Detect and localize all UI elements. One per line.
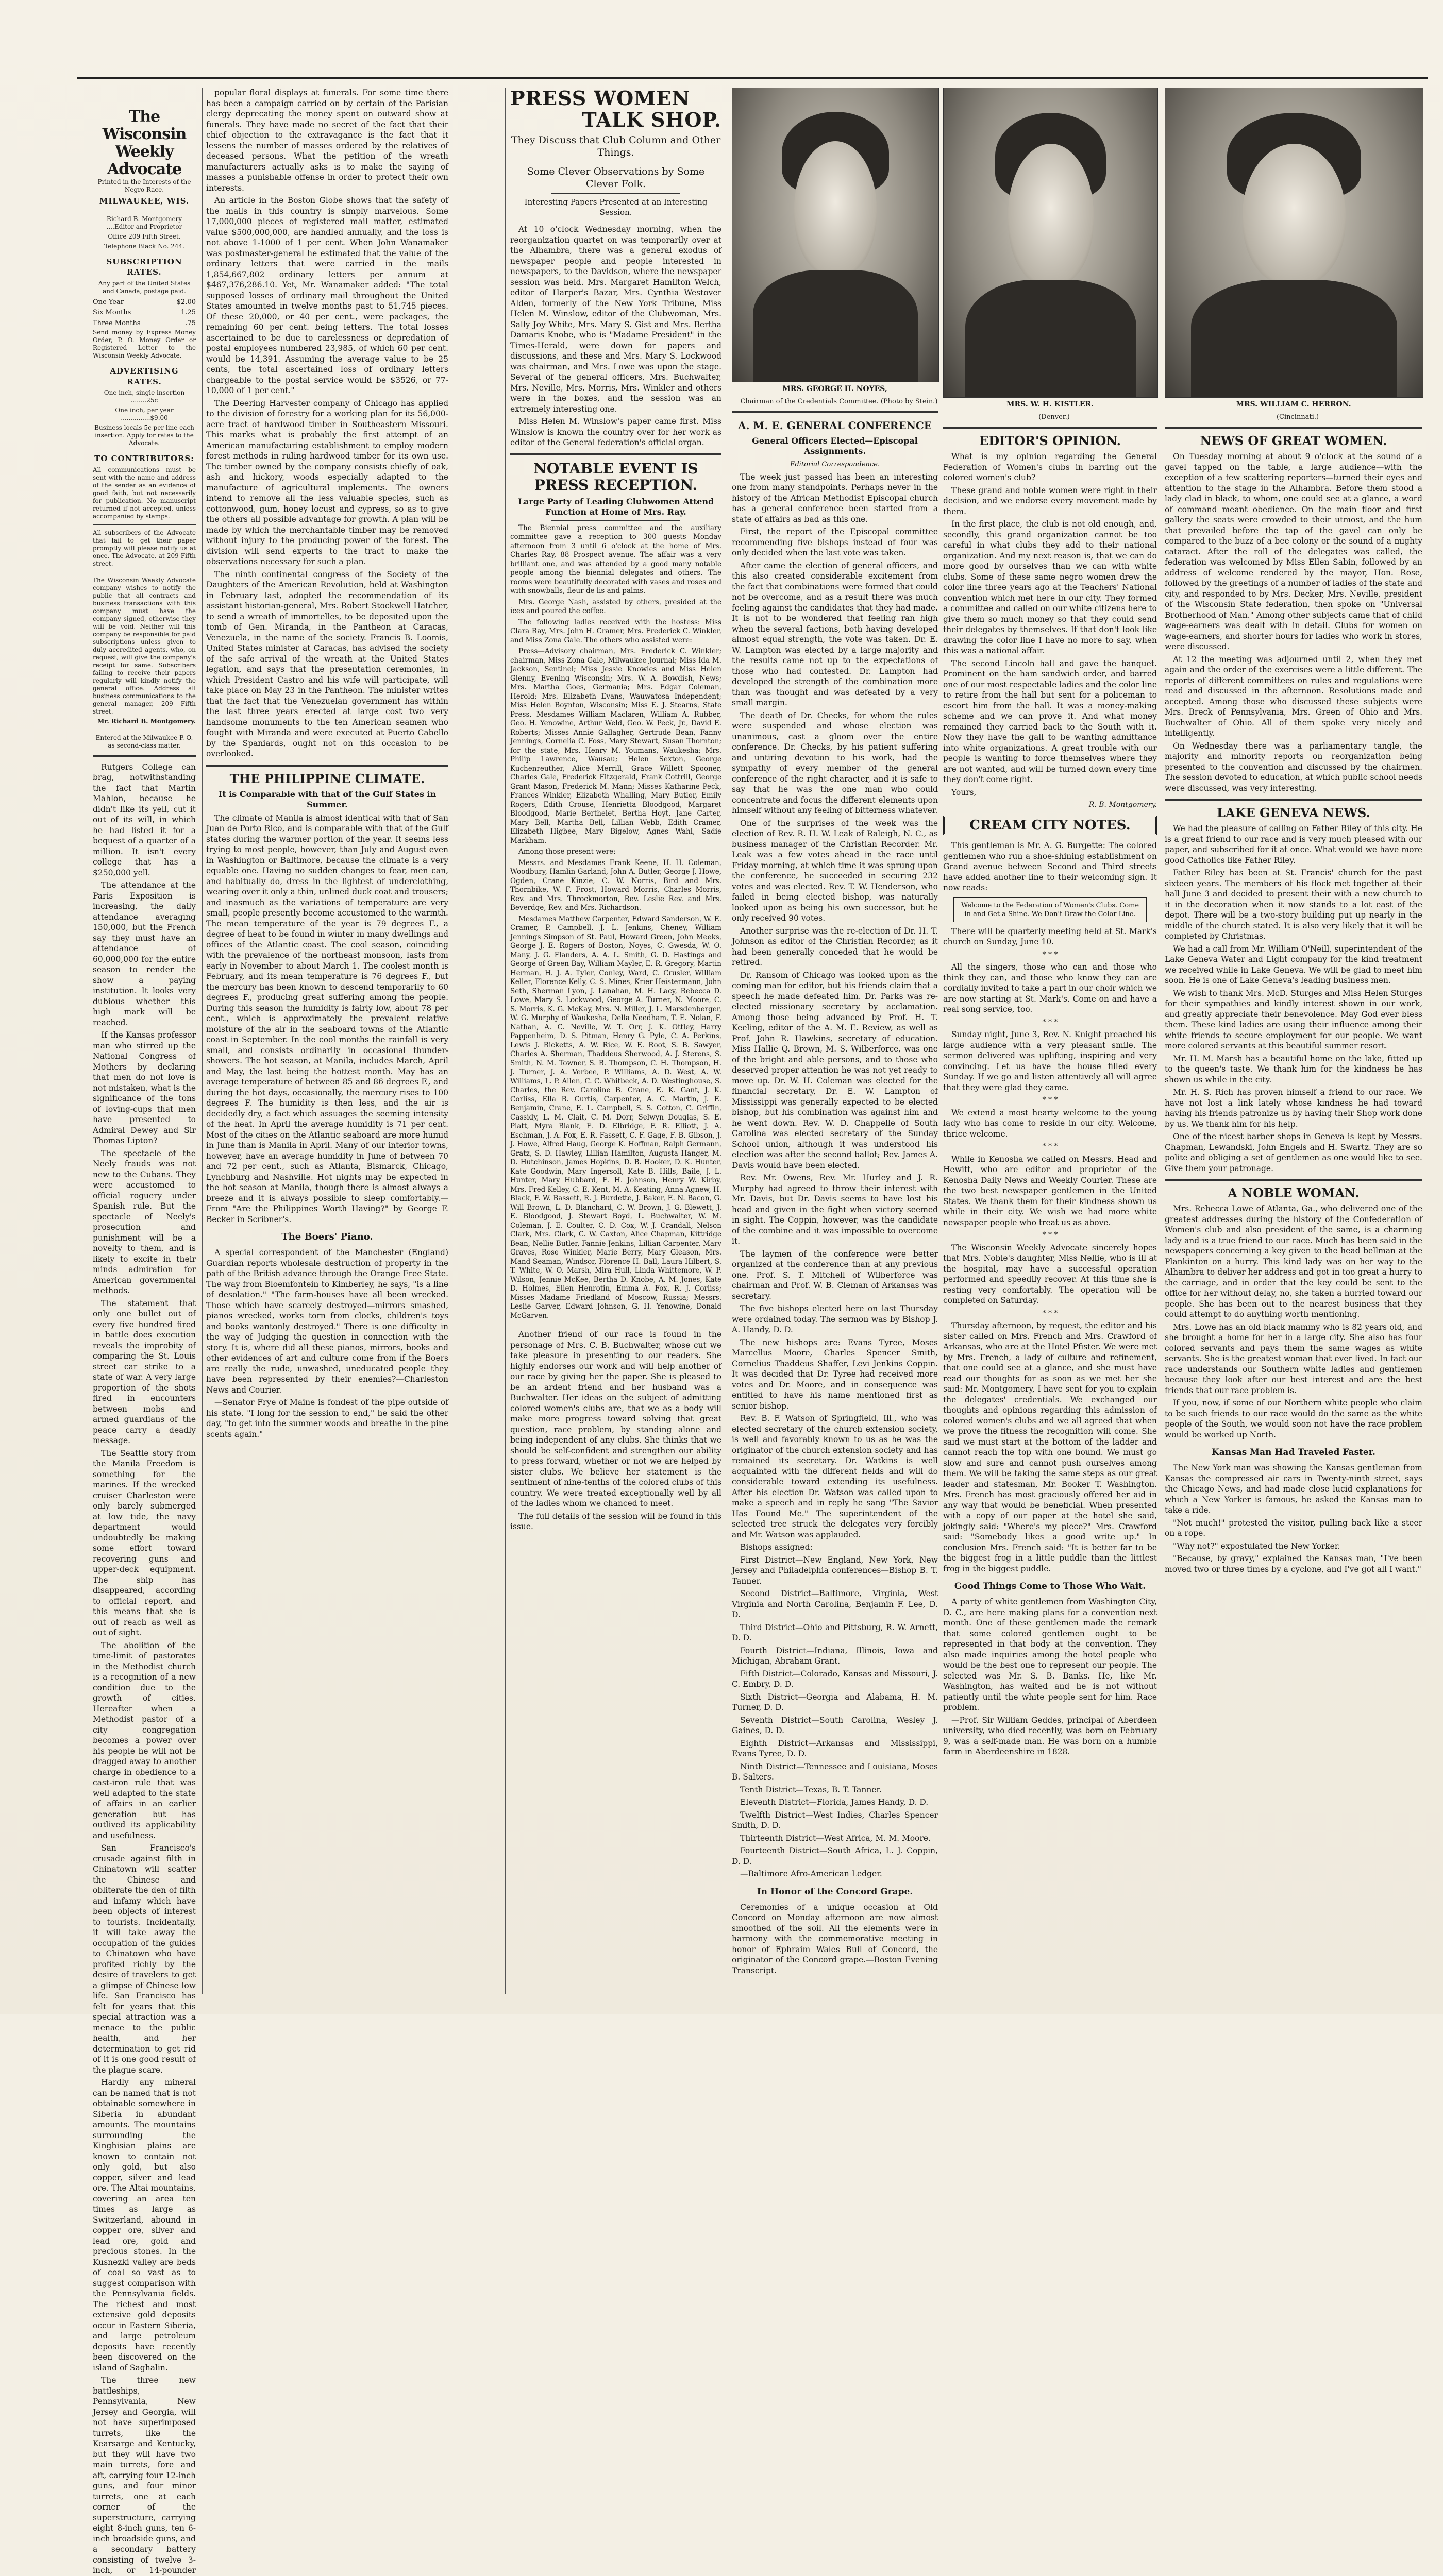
article-paragraph: popular floral displays at funerals. For some time there has been a campaign carried on by certain of the Parisian clergy deprecating the money spent on outward show at funerals. They have made no secret of the fact that their chief objection to the extravagance is the fact that it lessens the number of masses ordered by the relatives of deceased persons. What the petition of the wreath manufacturers actually asks is to make the saying of masses a punishable offense in order to protect their own interests. [206,88,448,193]
divider [1165,1179,1422,1181]
divider [732,411,938,413]
ame-subhead: Editorial Correspondence. [732,460,938,470]
article-paragraph: Fourteenth District—South Africa, L. J. Coppin, D. D. [732,1845,938,1867]
article-paragraph: Thirteenth District—West Africa, M. M. Moore. [732,1833,938,1844]
ame-deck: General Officers Elected—Episcopal Assignments. [732,436,938,456]
article-paragraph: The Deering Harvester company of Chicago has applied to the division of forestry for a working plan for its 56,000-acre tract of hardwood timber in Southeastern Missouri. This marks what is probably the first attempt of an American manufacturing establishment to employ modern forest methods in ruling hardwood timber for its own use. The timber owned by the company consists chiefly of oak, ash and hickory, woods especially adapted to the manufacture of agricultural implements. The owners intend to remove all the less valuable species, such as cottonwood, gum, honey locust and cypress, so as to give the others all possible advantage for growth. A plan will be made by which the merchantable timber may be removed without injury to the producing power of the forest. The division will send experts to the tract to make the observations necessary for such a plan. [206,398,448,567]
article-paragraph: We extend a most hearty welcome to the young lady who has come to reside in our city. Welcome, thrice welcome. [943,1108,1157,1140]
press-reception-deck: Large Party of Leading Clubwomen Attend Function at Home of Mrs. Ray. [510,497,722,517]
article-paragraph: After came the election of general officers, and this also created considerable excitement from the fact that combinations were formed that could not be overcome, and as a result there was much feeling against the candidates that they had made. It is not to be wondered that feeling ran high when the several factions, both having developed almost equal strength, the vote was taken. Dr. E. W. Lampton was elected by a large majority and the results came not up to the expectations of those who had contested. Dr. Lampton had developed the strength of the combination more than was thought and was defeated by a very small margin. [732,561,938,708]
column-rule [505,88,506,1994]
article-paragraph: The death of Dr. Checks, for whom the rules were suspended and whose election was unanimous, cast a gloom over the entire conference. Dr. Checks, by his patient suffering and untiring devotion to his work, had the sympathy of every member of the general conference of the right character, and it is safe to say that he was the one man who could concentrate and focus the different elements upon himself without any feeling of bitterness whatever. [732,710,938,816]
press-text [510,224,722,448]
rate-price: 1.25 [181,308,196,318]
article-paragraph: There will be quarterly meeting held at St. Mark's church on Sunday, June 10. [943,926,1157,947]
article-paragraph: Miss Helen M. Winslow's paper came first. Miss Winslow is known the country over for her work as editor of the General federation's official organ. [510,416,722,448]
article-paragraph: The attendance at the Paris Exposition is increasing, the daily attendance averaging 150,000, but the French say they must have an attendance of 60,000,000 for the entire season to render the show a paying institution. It looks very dubious whether this high mark will be reached. [93,880,196,1028]
welcome-sign: Welcome to the Federation of Women's Clubs. Come in and Get a Shine. We Don't Draw the Color Line. [953,897,1147,922]
column-three [510,88,722,1994]
article-paragraph: The new bishops are: Evans Tyree, Moses Marcellus Moore, Charles Spencer Smith, Cornelius Thaddeus Shaffer, Levi Jenkins Coppin. It was decided that Dr. Tyree had received more votes and Dr. Moore, and in consequence was entitled to have his name mentioned first as senior bishop. [732,1337,938,1412]
article-paragraph: Ninth District—Tennessee and Louisiana, Moses B. Salters. [732,1761,938,1783]
article-paragraph: Rutgers College can brag, notwithstanding the fact that Martin Mahlon, because he didn't like its yell, cut it out of its will, in which he had listed it for a bequest of a quarter of a million. It isn't every college that has a $250,000 yell. [93,762,196,878]
article-paragraph: While in Kenosha we called on Messrs. Head and Hewitt, who are editor and proprietor of the Kenosha Daily News and Weekly Courier. These are the two best newspaper gentlemen in the United States. We thank them for their kindness shown us while in their city. We wish we had more white newspaper people who treat us as above. [943,1154,1157,1228]
editor-line: Richard B. Montgomery ....Editor and Proprietor [93,215,196,231]
column-five [943,88,1157,1994]
article-paragraph: Dr. Ransom of Chicago was looked upon as the coming man for editor, but his friends claim that a speech he made defeated him. Dr. Parks was re-elected missionary secretary by acclamation. Among those being advanced by Prof. H. T. Keeling, editor of the A. M. E. Review, as well as Prof. John R. Hawkins, secretary of education. Miss Hallie Q. Brown, M. S. Wilberforce, was one of the bright and able persons, and to those who deserved proper attention he was not yet ready to move up. Dr. W. H. Coleman was elected for the financial secretary, Dr. E. W. Lampton of Mississippi was generally expected to be elected bishop, but his combination was against him and he went down. Rev. W. D. Chappelle of South Carolina was elected secretary of the Sunday School union, although it was understood his election was after the second ballot; Rev. James A. Davis would have been elected. [732,970,938,1171]
top-rule [77,77,1428,79]
article-paragraph: A party of white gentlemen from Washington City, D. C., are here making plans for a convention next month. One of these gentlemen made the remark that some colored gentlemen ought to be represented in that body at the convention. They also made inquiries among the hotel people who would be the best one to represent our people. The selected was Mr. S. B. Banks. He, like Mr. Washington, has waited and he is not without patiently until the white people sent for him. Race problem. [943,1597,1157,1713]
article-paragraph: The climate of Manila is almost identical with that of San Juan de Porto Rico, and is comparable with that of the Gulf states during the warmer portion of the year. It seems less trying to most people, however, than July and August even in Washington or Baltimore, because the climate is a very equable one. Having no sudden changes to fear, men can, and habitually do, dress in the lightest of underclothing, wearing over it only a thin, unlined duck coat and trousers; and inasmuch as the variations of temperature are very small, people presently become accustomed to the warmth. The mean temperature of the year is 79 degrees F., a degree of heat to be found in winter in many dwellings and offices of the Atlantic coast. The cool season, coinciding with the prevalence of the northeast monsoon, lasts from early in November to about March 1. The coolest month is February, and its mean temperature is 76 degrees F., but the mercury has been known to descend temporarily to 60 degrees F., producing great suffering among the people. During this season the humidity is fairly low, about 78 per cent., which is approximately the prevalent relative moisture of the air in the seaboard towns of the Atlantic coast in September. In the cool months the rainfall is very small, and consists ordinarily in occasional thunder-showers. The hot season, at Manila, includes March, April and May, the last being the hottest month. May has an average temperature of between 85 and 86 degrees F., and during the hot days, occasionally, the mercury rises to 100 degrees F. The humidity is then less, and the air is decidedly dry, a fact which assuages the seeming intensity of the heat. In April the average humidity is 71 per cent. Most of the cities on the Atlantic seaboard are more humid in June than is Manila in April. Many of our interior towns, however, have an average humidity in June of between 70 and 72 per cent., such as Atlanta, Bismarck, Chicago, Lynchburg and Nashville. Hot nights may be expected in the hot season at Manila, though there is almost always a breeze and it is always possible to sleep comfortably.—From "Are the Philippines Worth Having?" by George F. Becker in Scribner's. [206,813,448,1225]
photo-caption: MRS. GEORGE H. NOYES, [732,384,938,394]
article-paragraph: Rev. B. F. Watson of Springfield, Ill., who was elected secretary of the church extension society, is well and favorably known to us as he was the originator of the church extension society and has remained its secretary. Dr. Watkins is well acquainted with the different fields and will do considerable toward extending its usefulness. After his election Dr. Watson was called upon to make a speech and in reply he sang "The Savior Has Found Me." The superintendent of the selected tree struck the delegates very forcibly and Mr. Watson was applauded. [732,1413,938,1540]
article-paragraph: Sixth District—Georgia and Alabama, H. M. Turner, D. D. [732,1692,938,1713]
portrait-photo [943,88,1158,398]
climate-text [206,813,448,1225]
news-great-women-headline: NEWS OF GREAT WOMEN. [1165,434,1422,448]
article-paragraph: We had the pleasure of calling on Father Riley of this city. He is a great friend to our race and is very much pleased with our paper, and subscribed for it at once. What would we have more good Catholics like Father Riley. [1165,823,1422,866]
article-paragraph: Ceremonies of a unique occasion at Old Concord on Monday afternoon are now almost smoothed of the soil. All the elements were in harmony with the commemorative meeting in honor of Ephraim Wales Bull of Concord, the originator of the Concord grape.—Boston Evening Transcript. [732,1902,938,1976]
separator-stars: * * * [943,950,1157,960]
article-paragraph: First, the report of the Episcopal committee recommending five bishops instead of four was only decided when the last vote was taken. [732,527,938,558]
boers-text [206,1247,448,1439]
article-paragraph: Bishops assigned: [732,1542,938,1553]
article-paragraph: The statement that only one bullet out of every five hundred fired in battle does execution reveals the improbity of comparing the St. Louis street car strike to a state of war. A very large proportion of the shots fired in encounters between mobs and armed guardians of the peace carry a deadly message. [93,1298,196,1446]
divider [93,755,196,757]
ame-headline: A. M. E. GENERAL CONFERENCE [732,418,938,433]
article-paragraph: The ninth continental congress of the Society of the Daughters of the American Revolution, held at Washington in February last, adopted the recommendation of its assistant historian-general, Mrs. Robert Stockwell Hatcher, to send a wreath of immortelles, to be deposited upon the tomb of Gen. Miranda, in the Pantheon at Caracas, Venezuela, in the name of the society. Francis B. Loomis, United States minister at Caracas, has advised the society of the safe arrival of the wreath at the United States legation, and says that the presentation ceremonies, in which President Castro and his wife will participate, will take place on May 23 in the Pantheon. The minister writes that the fact that the Venezuelan government has within the last three years erected at large cost two very handsome monuments to the ten American seamen who fought with Miranda and were executed at Puerto Cabello by the Spaniards, ought not on this occasion to be overlooked. [206,569,448,759]
article-paragraph: The abolition of the time-limit of pastorates in the Methodist church is a recognition of a new condition due to the growth of cities. Hereafter when a Methodist pastor of a city congregation becomes a power over his people he will not be dragged away to another charge in obedience to a cast-iron rule that was well adapted to the state of affairs in an earlier generation but has outlived its applicability and usefulness. [93,1640,196,1841]
article-paragraph: One of the nicest barber shops in Geneva is kept by Messrs. Chapman, Lewandski, John Engels and H. Swartz. They are so polite and obliging a set of gentlemen as one would like to see. Give them your patronage. [1165,1131,1422,1174]
divider [551,520,680,521]
company-notice: The Wisconsin Weekly Advocate company wishes to notify the public that all contracts and business transactions with this company must have the company signed, otherwise they will be void. Neither will this company be responsible for paid subscriptions unless given to duly accredited agents, who, on request, will give the company's receipt for same. Subscribers failing to receive their papers regularly will kindly notify the general office. Address all business communications to the general manager, 209 Fifth street. [93,577,196,716]
article-paragraph: "Because, by gravy," explained the Kansas man, "I've been moved two or three times by a cyclone, and I've got all I want." [1165,1553,1422,1574]
article-paragraph: An article in the Boston Globe shows that the safety of the mails in this country is simply marvelous. Some 17,000,000 pieces of registered mail matter, estimated value $500,000,000, are handled annually, and the loss is not above 1-1000 of 1 per cent. When John Wanamaker was postmaster-general he estimated that the value of the ordinary letters that were carried in the mails 1,854,667,802 ordinary letters per annum at $467,376,286.10. Yet, Mr. Wanamaker added: "The total supposed losses of ordinary mail throughout the United States amounted in twelve months past to 51,745 pieces. Of these 20,000, or 40 per cent., were packages, the remaining 60 per cent. being letters. The total losses ascertained to be due to carelessness or depredation of postal employees numbered 23,985, of which 60 per cent. would be 14,391. Assuming the average value to be 25 cents, the total ascertained loss of ordinary letters chargeable to the postal service would be $3526, or 77-10,000 of 1 per cent." [206,195,448,396]
telephone-line: Telephone Black No. 244. [93,243,196,250]
portrait-body [753,270,918,382]
article-paragraph: In the first place, the club is not old enough, and, secondly, this grand organization cannot be too careful in what clubs they add to their national organization. And my next reason is, that we can do more good by ourselves than we can with white clubs. Some of these same negro women drew the color line three years ago at the Teachers' National convention which met here in our city. They formed a committee and called on our white citizens here to give them so much money so that they could send their delegates by themselves. If that don't look like drawing the color line I have no more to say, when this was a national affair. [943,519,1157,656]
article-paragraph: Another surprise was the re-election of Dr. H. T. Johnson as editor of the Christian Recorder, as it had been generally conceded that he would be retired. [732,926,938,968]
article-paragraph: The Seattle story from the Manila Freedom is something for the marines. If the wrecked cruiser Charleston were only barely submerged at low tide, the navy department would undoubtedly be making some effort toward recovering guns and upper-deck equipment. The ship has disappeared, according to official report, and this means that she is out of reach as well as out of sight. [93,1448,196,1638]
article-paragraph: The following ladies received with the hostess: Miss Clara Ray, Mrs. John H. Cramer, Mrs. Frederick C. Winkler, and Miss Zona Gale. The others who assisted were: [510,618,722,646]
article-paragraph: Among those present were: [510,848,722,857]
masthead-city: MILWAUKEE, WIS. [93,196,196,207]
photo-caption-sub: (Denver.) [943,413,1157,421]
photo-caption: MRS. WILLIAM C. HERRON. [1165,400,1422,409]
portrait-body [1191,280,1397,397]
article-paragraph: The five bishops elected here on last Thursday were ordained today. The sermon was by Bishop J. A. Handy, D. D. [732,1303,938,1335]
reception-text [510,524,722,1321]
article-paragraph: Hardly any mineral can be named that is not obtainable somewhere in Siberia in abundant amounts. The mountains surrounding the Kinghisian plains are known to contain not only gold, but also copper, silver and lead ore. The Altai mountains, covering an area ten times as large as Switzerland, abound in copper ore, silver and lead ore, gold and precious stones. In the Kusnezki valley are beds of coal so vast as to suggest comparison with the Pennsylvania fields. The richest and most extensive gold deposits occur in Eastern Siberia, and large petroleum deposits have recently been discovered on the island of Saghalin. [93,2077,196,2373]
press-deck-three: Interesting Papers Presented at an Interesting Session. [510,197,722,217]
article-paragraph: Mrs. George Nash, assisted by others, presided at the ices and poured the coffee. [510,598,722,616]
article-paragraph: "Not much!" protested the visitor, pulling back like a steer on a rope. [1165,1518,1422,1539]
press-deck: They Discuss that Club Column and Other Things. [510,134,722,159]
grape-headline: In Honor of the Concord Grape. [732,1885,938,1899]
article-paragraph: Fourth District—Indiana, Illinois, Iowa and Michigan, Abraham Grant. [732,1646,938,1667]
article-paragraph: Rev. Mr. Owens, Rev. Mr. Hurley and J. R. Murphy had agreed to throw their interest with Mr. Davis, but Dr. Davis seems to have lost his head and given in the fight when victory seemed in sight. The Coppin, however, was the candidate of the combine and it was impossible to overcome it. [732,1173,938,1247]
climate-deck: It is Comparable with that of the Gulf States in Summer. [206,789,448,810]
manager-name: Mr. Richard B. Montgomery. [93,718,196,725]
kansas-headline: Kansas Man Had Traveled Faster. [1165,1445,1422,1460]
opinion-text [943,451,1157,798]
subscription-intro: Any part of the United States and Canada, postage paid. [93,280,196,295]
article-paragraph: The second Lincoln hall and gave the banquet. Prominent on the ham sandwich order, and barred one of our most respectable ladies and the color line to retire from the hall but sent for a policeman to escort him from the hall. It was a money-making scheme and we can prove it. And what money remained they carried back to the South with it. Now they have the gall to be wanting admittance into white organizations. A great trouble with our people is wanting to force themselves where they are not wanted, and will be turned down every time they don't come right. [943,658,1157,785]
article-paragraph: Sunday night, June 3, Rev. N. Knight preached his large audience with a very pleasant smile. The sermon delivered was uplifting, inspiring and very convincing. Let us have the house filled every Sunday. If we go and listen attentively all will agree that they were glad they came. [943,1029,1157,1093]
separator-stars: * * * [943,1230,1157,1241]
photo-caption-sub: (Cincinnati.) [1165,413,1422,421]
article-paragraph: Second District—Baltimore, Virginia, West Virginia and North Carolina, Benjamin F. Lee, D. D. [732,1588,938,1620]
good-things-headline: Good Things Come to Those Who Wait. [943,1579,1157,1594]
article-paragraph: A special correspondent of the Manchester (England) Guardian reports wholesale destruction of property in the path of the British advance through the Orange Free State. The way from Bloemfontein to Kimberley, he says, "is a line of desolation." "The farm-houses have all been wrecked. Those which have scarcely destroyed—mirrors smashed, pianos wrecked, works torn from clocks, children's toys and books wantonly destroyed." There is one difficulty in the way of Judging the question in connection with the story. It is, where did all these pianos, mirrors, books and other evidences of art and culture come from if the Boers are really the rude, unwashed, uneducated people they have been represented by their enemies?—Charleston News and Courier. [206,1247,448,1395]
noble-woman-text [1165,1204,1422,1440]
article-paragraph: On Wednesday there was a parliamentary tangle, the majority and minority reports on reorganization being presented to the convention and discussed by the chairmen. The session devoted to education, at which public school needs were discussed, was very interesting. [1165,741,1422,794]
divider [943,427,1157,429]
article-paragraph: Seventh District—South Carolina, Wesley J. Gaines, D. D. [732,1715,938,1736]
article-paragraph: Yours, [943,787,1157,798]
article-paragraph: The three new battleships, Pennsylvania, New Jersey and Georgia, will not have superimposed turrets, like the Kearsarge and Kentucky, but they will have two main turrets, fore and aft, carrying four 12-inch guns, and four minor turrets, one at each corner of the superstructure, carrying eight 8-inch guns, ten 6-inch broadside guns, and a secondary battery consisting of twelve 3-inch, or 14-pounder [93,2375,196,2576]
grape-text [732,1902,938,1976]
column-rule [202,88,203,1994]
article-paragraph: Father Riley has been at St. Francis' church for the past sixteen years. The members of his flock met together at their hall June 3 and decided to present their with a new church to it in the decoration when it now stands to a lot east of the depot. There will be a two-story building put up nearly in the middle of the church stated. It is also very likely that it will be completed by Christmas. [1165,868,1422,942]
rate-price: .75 [185,318,196,329]
article-paragraph: Mrs. Rebecca Lowe of Atlanta, Ga., who delivered one of the greatest addresses during the history of the Confederation of Women's club and also president of the same, is a charming lady and is a true friend to our race. Much has been said in the newspapers concerning a key given to the head bellman at the Plankinton on a hurry. This kind lady was on her way to the Alhambra to deliver her address and got in too great a hurry to the carriage, and in order that the key could be sent to the office for her without delay, no, she taken a hurried toward our people. She has been out to the nearest business that they could attempt to do anything worth mentioning. [1165,1204,1422,1320]
article-paragraph: At 12 the meeting was adjourned until 2, when they met again and the order of the exercises were a little different. The reports of different committees on rules and regulations were read and discussed in the afternoon. Resolutions made and accepted. Among those who discussed these subjects were Mrs. Breck of Pennsylvania, Mrs. Green of Ohio and Mrs. Buchwalter of Ohio. All of them spoke very nicely and intelligently. [1165,654,1422,739]
separator-stars: * * * [943,1308,1157,1319]
buchwalter-text [510,1329,722,1532]
article-paragraph: If the Kansas professor man who stirred up the National Congress of Mothers by declaring that men do not love is not mistaken, what is the significance of the tons of loving-cups that men have presented to Admiral Dewey and Sir Thomas Lipton? [93,1030,196,1146]
article-paragraph: Mr. H. S. Rich has proven himself a friend to our race. We have not lost a link lately whose kindness he had toward having his friends patronize us by having their Shop work done by us. We thank him for his help. [1165,1087,1422,1129]
article-paragraph: First District—New England, New York, New Jersey and Philadelphia conferences—Bishop B. T. Tanner. [732,1555,938,1587]
article-paragraph: Eighth District—Arkansas and Mississippi, Evans Tyree, D. D. [732,1738,938,1759]
article-paragraph: The Wisconsin Weekly Advocate sincerely hopes that Mrs. Noble's daughter, Miss Nellie, who is ill at the hospital, may have a successful operation performed and speedily recover. At this time she is resting very comfortably. The operation will be completed on Saturday. [943,1243,1157,1306]
portrait-face [1243,144,1346,286]
divider [510,453,722,455]
portrait-face [794,141,877,276]
article-paragraph: Messrs. and Mesdames Frank Keene, H. H. Coleman, Woodbury, Hamlin Garland, John A. Butler, George J. Howe, Ogden, Crane Kinzie, C. W. Norris, Bird and Mrs. Thornbike, W. F. Frost, Howard Morris, Charles Morris, Rev. and Mrs. Throckmorton, Rev. Leslie Rev. and Mrs. Beverdge, Rev. and Mrs. Richardson. [510,859,722,913]
entered-note: Entered at the Milwaukee P. O. as second-class matter. [93,734,196,750]
noble-woman-headline: A NOBLE WOMAN. [1165,1186,1422,1200]
rate-row [93,308,196,318]
separator-stars: * * * [943,1095,1157,1106]
rate-price: $2.00 [177,297,196,308]
subscription-note: Send money by Express Money Order, P. O. Money Order or Registered Letter to the Wisconsin Weekly Advocate. [93,329,196,360]
subscribers-text: All subscribers of the Advocate that fail to get their paper promptly will please notify us at once. The Advocate, at 209 Fifth street. [93,529,196,568]
cream-city-headline: CREAM CITY NOTES. [943,816,1157,836]
article-paragraph: Eleventh District—Florida, James Handy, D. D. [732,1797,938,1808]
contributors-text: All communications must be sent with the name and address of the sender as an evidence of good faith, but not necessarily for publication. No manuscript returned if not accepted, unless accompanied by stamps. [93,466,196,520]
article-paragraph: Twelfth District—West Indies, Charles Spencer Smith, D. D. [732,1810,938,1831]
portrait-body [965,280,1136,397]
boers-headline: The Boers' Piano. [206,1230,448,1244]
divider [206,765,448,767]
article-paragraph: All the singers, those who can and those who think they can, and those who know they can are cordially invited to take a part in our choir which we are now starting at St. Mark's. Come on and have a real song service, too. [943,962,1157,1015]
photo-caption-sub: Chairman of the Credentials Committee. (Photo by Stein.) [732,398,938,406]
masthead-title: The Wisconsin Weekly Advocate [93,108,196,178]
article-paragraph: —Senator Frye of Maine is fondest of the pipe outside of his state. "I long for the session to end," he said the other day, "to get into the summer woods and breathe in the pine scents again." [206,1397,448,1439]
article-paragraph: One of the surprises of the week was the election of Rev. R. H. W. Leak of Raleigh, N. C., as business manager of the Christian Recorder. Mr. Leak was a few votes ahead in the race until Friday morning, at which time it was sprung upon the conference, he succeeded in securing 232 votes and was elected. Rev. T. W. Henderson, who failed in being elected bishop, was naturally looked upon as being his own successor, but he only received 90 votes. [732,818,938,924]
masthead-tagline: Printed in the Interests of the Negro Race. [93,178,196,194]
lake-geneva-headline: LAKE GENEVA NEWS. [1165,806,1422,820]
cream-notes [943,926,1157,1574]
editors-opinion-headline: EDITOR'S OPINION. [943,434,1157,448]
signature: R. B. Montgomery. [943,800,1157,810]
editorial-paragraphs-b [206,88,448,759]
ame-text [732,472,938,1879]
good-things-text [943,1597,1157,1757]
article-paragraph: Mesdames Matthew Carpenter, Edward Sanderson, W. E. Cramer, P. Campbell, J. L. Jenkins, Cheney, William Jennings Simpson of St. Paul, Howard Green, John Meeks, George J. E. Rogers of Boston, Noyes, C. Gwesda, W. O. Many, J. G. Flanders, A. A. L. Smith, G. D. Hastings and George of Green Bay, William Mayler, E. R. Gregory, Martin Herman, H. J. A. Tyler, Conley, Ward, C. Crusler, William Keller, Florence Kelly, C. S. Mines, Krier Heistermann, John Seth, Sherman Lyon, J. Lanahan, M. H. Lacy, Rebecca D. Lowe, Mary S. Lockwood, George A. Turner, N. Moore, C. S. Morris, K. G. McKay, Mrs. N. Miller, J. L. Marsdenberger, W. G. Murphy of Waukesha, Della Needham, T. E. Nolan, F. Nathan, A. C. Neville, W. T. Orr, J. K. Ottley, Harry Pappenheim, D. S. Pitman, Henry G. Pyle, C. A. Perkins, Lewis J. Ricketts, A. W. Rice, W. E. Root, S. B. Sawyer, Charles A. Sherman, Thaddeus Sherwood, A. J. Sterens, S. Smith, N. M. Towner, S. B. Thompson, C. H. Thompson, H. J. Turner, J. A. Verbee, P. Williams, A. D. West, A. W. Williams, L. P. Allen, C. C. Whitbeck, A. D. Westinghouse, S. Charles, the Rev. Caroline B. Crane, E. K. Gant, J. K. Corliss, Ella B. Curtis, Carpenter, A. C. Martin, J. E. Benjamin, Crane, E. L. Campbell, S. S. Cotton, C. Griffin, Cassidy, L. M. Clait, C. M. Dorr, Selwyn Douglas, S. E. Platt, Myra Blank, E. D. Elbridge, F. R. Elliott, J. A. Eschman, J. A. Fox, E. R. Fassett, C. F. Gage, F. B. Gibson, J. J. Howe, Alfred Haug, George K. Hoffman, Ralph Germann, Gratz, S. D. Hawley, Lillian Hamilton, Augusta Hanger, M. D. Hutchinson, James Hopkins, D. B. Hooker, D. K. Hunter, Kate Goodwin, Mary Ingersoll, Kate B. Hills, Baile, J. L. Hunter, Mary Hubbard, E. H. Johnson, Henry W. Kirby, Mrs. Fred Kelley, C. E. Kent, M. A. Keating, Anna Agnew, H. Black, F. W. Bassett, R. J. Burdette, J. Baker, E. N. Bacon, G. Will Brown, L. D. Blanchard, C. W. Brown, J. G. Blewett, J. E. Bloodgood, J. Stewart Boyd, L. Buchwalter, W. M. Coleman, J. E. Coulter, C. D. Cox, W. J. Crandall, Nelson Clark, Mrs. Clark, C. W. Caxton, Alice Chapman, Kittridge Bean, Nellie Butler, Fannie Jenkins, Lillian Carpenter, Mary Graves, Rose Winkler, Marie Berry, Mary Gleason, Mrs. Mand Seaman, Windsor, Florence H. Ball, Laura Hilbert, S. T. White, W. O. Marsh, Mira Hull, Linda Whittemore, W. P. Wilson, Jennie McKee, Bertha D. Knobe, A. M. Jones, Kate D. Holmes, Ellen Henrotin, Emma A. Fox, R. J. Corliss; Misses Madame Friedland of Moscow, Russia; Messrs. Leslie Garver, Edward Johnson, G. H. Yenowine, Donald McGarven. [510,915,722,1321]
portrait-face [1008,144,1094,286]
article-paragraph: —Prof. Sir William Geddes, principal of Aberdeen university, who died recently, was born on February 9, was a self-made man. He was born on a humble farm in Aberdeenshire in 1828. [943,1715,1157,1757]
press-reception-headline: NOTABLE EVENT IS PRESS RECEPTION. [510,461,722,494]
cream-intro: This gentleman is Mr. A. G. Burgette: The colored gentlemen who run a shoe-shining establishment on Grand avenue between Second and Third streets have added another line to their welcoming sign. It now reads: [943,840,1157,893]
separator-stars: * * * [943,1141,1157,1152]
separator-stars: * * * [943,1017,1157,1028]
article-paragraph: Mr. H. M. Marsh has a beautiful home on the lake, fitted up to the queen's taste. We thank him for the kindness he has shown us while in the city. [1165,1054,1422,1086]
subscription-heading: SUBSCRIPTION RATES. [93,257,196,278]
rate-row [93,297,196,308]
rate-row [93,318,196,329]
contributors-heading: TO CONTRIBUTORS: [93,453,196,464]
article-paragraph: Third District—Ohio and Pittsburg, R. W. Arnett, D. D. [732,1622,938,1643]
lake-geneva-text [1165,823,1422,1174]
advertising-heading: ADVERTISING RATES. [93,366,196,387]
article-paragraph: The New York man was showing the Kansas gentleman from Kansas the compressed air cars in Twenty-ninth street, says the Chicago News, and had made close lucid explanations for which a New Yorker is famous, he asked the Kansas man to take a ride. [1165,1463,1422,1516]
article-paragraph: The full details of the session will be found in this issue. [510,1511,722,1532]
editorial-paragraphs [93,762,196,2576]
photo-caption: MRS. W. H. KISTLER. [943,400,1157,409]
great-women-text [1165,451,1422,793]
divider [93,524,196,525]
article-paragraph: We wish to thank Mrs. McD. Sturges and Miss Helen Sturges for their sympathies and kindly interest shown in our work, and greatly appreciate their benevolence. May God ever bless them. These kind ladies are using their influence among their white friends to secure employment for our people. We want more colored servants at this beautiful summer resort. [1165,988,1422,1052]
article-paragraph: Thursday afternoon, by request, the editor and his sister called on Mrs. French and Mrs. Crawford of Arkansas, who are at the Hotel Pfister. We were met by Mrs. French, a lady of culture and refinement, that one could see at a glance, and she must have read our thoughts for as soon as we met her she said: Mr. Montgomery, I have sent for you to explain the delegates' credentials. We exchanged our thoughts and opinions regarding this admission of colored women's clubs and we all agreed that when we prove the fitness the recognition will come. She said we must start at the bottom of the ladder and cannot reach the top with one bound. We must go slow and sure and cannot push ourselves among them. We will be taking the same steps as our great leader and statesman, Mr. Booker T. Washington. Mrs. French has most graciously offered her aid in any way that would be beneficial. When presented with a copy of our paper at the hotel she said, jokingly said: "Where's my piece?" Mrs. Crawford said: "Somebody likes a good write up." In conclusion Mrs. French said: "It is better far to be the biggest frog in a little puddle than the littlest frog in the biggest puddle. [943,1320,1157,1574]
portrait-photo [732,88,939,382]
masthead-column [93,88,196,1994]
article-paragraph: Tenth District—Texas, B. T. Tanner. [732,1785,938,1795]
press-deck-two: Some Clever Observations by Some Clever Folk. [510,165,722,190]
article-paragraph: At 10 o'clock Wednesday morning, when the reorganization quartet on was temporarily over at the Alhambra, there was a general exodus of newspaper people and people interested in newspapers, to the Davidson, where the newspaper session was held. Mrs. Margaret Hamilton Welch, editor of Harper's Bazar, Mrs. Cynthia Westover Alden, formerly of the New York Tribune, Miss Helen M. Winslow, editor of the Clubwoman, Mrs. Sally Joy White, Mrs. Mary S. Gist and Mrs. Bertha Damaris Knobe, who is "Madame President" in the Times-Herald, were down for papers and discussions, and these and Mrs. Mary S. Lockwood was chairman, and Mrs. Lowe was upon the stage. Several of the general officers, Mrs. Buchwalter, Mrs. Neville, Mrs. Morris, Mrs. Winkler and others were in the boxes, and the session was an extremely interesting one. [510,224,722,414]
article-paragraph: These grand and noble women were right in their decision, and we endorse every movement made by them. [943,485,1157,517]
divider [551,193,680,194]
climate-headline: THE PHILIPPINE CLIMATE. [206,772,448,786]
article-paragraph: The Biennial press committee and the auxiliary committee gave a reception to 300 guests Monday afternoon from 3 until 6 o'clock at the home of Mrs. Charles Ray, 88 Prospect avenue. The affair was a very brilliant one, and was attended by a good many notable people among the biennial delegates and others. The rooms were beautifully decorated with vases and roses and with snowballs, fleur de lis and palms. [510,524,722,596]
article-paragraph: San Francisco's crusade against filth in Chinatown will scatter the Chinese and obliterate the den of filth and infamy which have been objects of interest to tourists. Incidentally, it will take away the occupation of the guides to Chinatown who have profited richly by the desire of travelers to get a glimpse of Chinese low life. San Francisco has felt for years that this special attraction was a menace to the public health, and her determination to get rid of it is one good result of the plague scare. [93,1843,196,2075]
article-paragraph: The laymen of the conference were better organized at the conference than at any previous one. Prof. S. T. Mitchell of Wilberforce was chairman and Prof. W. B. Cleman of Arkansas was secretary. [732,1249,938,1302]
rate-label: Three Months [93,318,141,329]
column-six [1165,88,1422,1994]
portrait-photo [1165,88,1423,398]
article-paragraph: If you, now, if some of our Northern white people who claim to be such friends to our race would do the same as the white people of the South, we would soon not have the race problem would be worked up North. [1165,1398,1422,1440]
article-paragraph: Fifth District—Colorado, Kansas and Missouri, J. C. Embry, D. D. [732,1669,938,1690]
article-paragraph: Press—Advisory chairman, Mrs. Frederick C. Winkler; chairman, Miss Zona Gale, Milwaukee Journal; Miss Ida M. Jackson, Sentinel; Miss Jessie Knowles and Miss Helen Glenny, Evening Wisconsin; Mrs. W. A. Bowdish, News; Mrs. Martha Goes, Germania; Mrs. Edgar Coleman, Herold; Mrs. Elizabeth Evans, Wauwatosa Independent; Miss Helen Boynton, Wisconsin; Miss E. J. Stearns, State Press. Mesdames William Maclaren, William A. Rubber, Geo. H. Yenowine, Arthur Weld, Geo. W. Peck, Jr., David E. Roberts; Misses Annie Gallagher, Gertrude Bean, Fanny Jennings, Cornelia C. Foss, Mary Stewart, Susan Thornton; for the state, Mrs. Henry M. Youmans, Waukesha; Mrs. Philip Lawrence, Wausau; Helen Sexton, George Kuchenreuther, Alice Merrill, Grace Willett Spooner, Charles Gale, Frederick Fitzgerald, Frank Cottrill, George Grant Mason, Frederick M. Mann; Misses Katharine Peck, Frances Winkler, Elizabeth Whalling, Mary Butler, Emily Rogers, Edith Crouse, Henrietta Bloodgood, Margaret Bloodgood, Marie Berthelet, Bertha Hoyt, Jane Carter, Mary Bell, Martha Bell, Lillian Webb, Edith Cramer, Elizabeth Higbee, Mary Bigelow, Agnes Wahl, Sadie Markham. [510,647,722,845]
column-four [732,88,938,1994]
article-paragraph: What is my opinion regarding the General Federation of Women's clubs in barring out the colored women's club? [943,451,1157,483]
article-paragraph: On Tuesday morning at about 9 o'clock at the sound of a gavel tapped on the table, a large audience—with the exception of a few scattering reporters—turned their eyes and attention to the stage in the Alhambra. Before them stood a lady clad in black, to whom, one could see at a glance, a word of command meant obedience. On the main floor and first gallery the seats were crowded to their utmost, and the hum that prevailed before the tap of the gavel can only be compared to the buzz of a bee colony or the sound of a mighty cataract. After the roll of the delegates was called, the federation was welcomed by Miss Ellen Sabin, followed by an address of welcome rendered by the mayor, Hon. Rose, followed by the greetings of a number of ladies of the state and city, and responded to by Mrs. Decker, Mrs. Neville, president of the Wisconsin State federation, then spoke on "Universal Brotherhood of Man." Among other subjects came that of child wage-earners was dealt with in detail. Clubs for women on wage-earners, and shorter hours for ladies who work in stores, were discussed. [1165,451,1422,652]
ad-line: One inch, per year ...............$9.00 [93,406,196,422]
article-paragraph: We had a call from Mr. William O'Neill, superintendent of the Lake Geneva Water and Light company for the kind treatment we received while in Lake Geneva. We will be glad to meet him soon. He is one of Lake Geneva's leading business men. [1165,944,1422,986]
article-paragraph: Another friend of our race is found in the personage of Mrs. C. B. Buchwalter, whose cut we take pleasure in presenting to our readers. She highly endorses our work and will help another of our race by giving her the paper. She is pleased to be an ardent friend and her husband was a Buchwalter. Her ideas on the subject of admitting colored women's clubs are, that we as a body will make more progress toward solving that great question, race problem, by standing alone and being independent of any clubs. She thinks that we should be self-confident and strengthen our ability to press forward, whether or not we are helped by sister clubs. We believe her statement is the sentiment of nine-tenths of the colored clubs of this country. We were treated exceptionally well by all of the ladies whom we chanced to meet. [510,1329,722,1509]
ad-line: One inch, single insertion ........25c [93,389,196,404]
rate-label: One Year [93,297,124,308]
kansas-text [1165,1463,1422,1574]
article-paragraph: "Why not?" expostulated the New Yorker. [1165,1541,1422,1552]
divider [1165,427,1422,429]
article-paragraph: —Baltimore Afro-American Ledger. [732,1869,938,1879]
article-paragraph: The spectacle of the Neely frauds was not new to the Cubans. They were accustomed to official roguery under Spanish rule. But the spectacle of Neely's prosecution and punishment will be a novelty to them, and is likely to excite in their minds admiration for American governmental methods. [93,1148,196,1296]
office-line: Office 209 Fifth Street. [93,233,196,241]
column-two [206,88,448,1994]
rate-label: Six Months [93,308,131,318]
talk-shop-headline: TALK SHOP. [510,109,722,131]
article-paragraph: Mrs. Lowe has an old black mammy who is 82 years old, and she brought a home for her in a large city. She also has four colored servants and pays them the same wages as white servants. She is the greatest woman that ever lived. In fact our race understands our Southern white ladies and gentlemen because they look after our best interest and are the best friends that our race problem is. [1165,1322,1422,1396]
press-women-headline: PRESS WOMEN [510,88,722,109]
ad-line: Business locals 5c per line each insertion. Apply for rates to the Advocate. [93,424,196,447]
divider [1165,799,1422,801]
article-paragraph: The week just passed has been an interesting one from many standpoints. Perhaps never in the history of the African Methodist Episcopal church has a general conference been started from a state of affairs as bad as this one. [732,472,938,525]
